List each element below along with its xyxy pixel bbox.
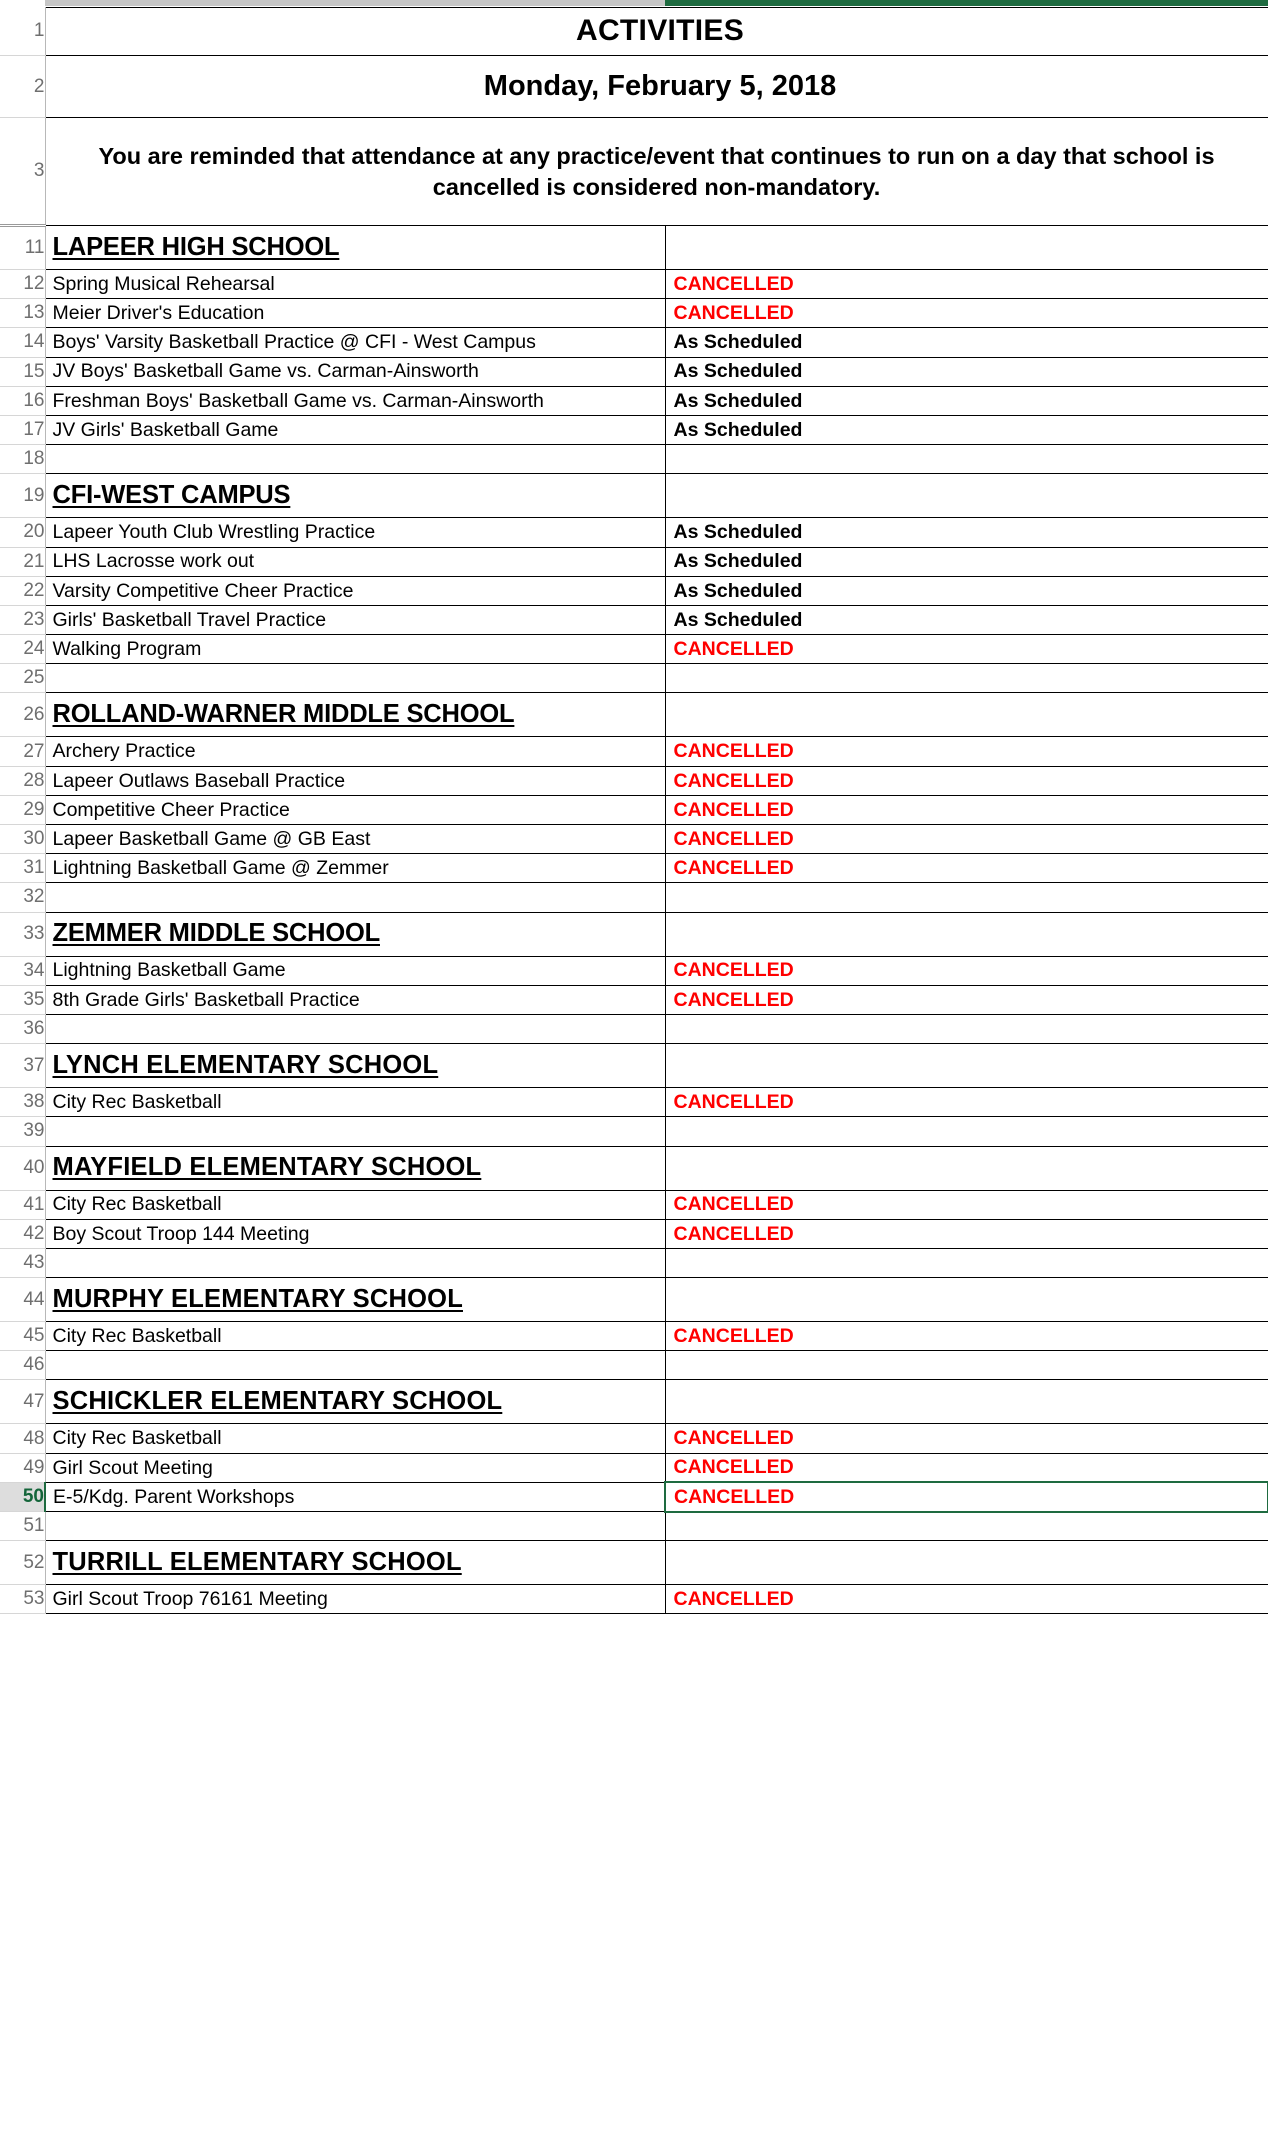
school-section-header-cell[interactable] [45,1146,665,1190]
table-row [0,1117,1268,1146]
activity-name-cell[interactable] [45,1453,665,1482]
activity-status-cell[interactable] [665,1453,1268,1482]
row-header-53[interactable]: 53 [0,1585,45,1614]
cell-text: Monday, February 5, 2018 [483,69,837,102]
table-row [0,299,1268,328]
school-name: TURRILL ELEMENTARY SCHOOL [52,1548,462,1577]
activity-name-cell[interactable] [45,1424,665,1453]
activity-name-cell[interactable] [45,1088,665,1117]
status-badge: As Scheduled [673,331,803,354]
row-header-43[interactable]: 43 [0,1248,45,1277]
activity-status-cell[interactable] [665,883,1268,912]
empty-cell[interactable] [45,664,665,693]
table-row [0,226,1268,270]
table-row [0,8,1268,56]
activity-name-cell[interactable] [45,1219,665,1248]
activity-name-cell[interactable] [45,825,665,854]
status-badge: As Scheduled [673,360,803,383]
row-header-36[interactable]: 36 [0,1014,45,1043]
activity-status-cell[interactable] [665,576,1268,605]
school-section-header-cell[interactable] [45,1044,665,1088]
empty-cell[interactable] [45,445,665,474]
table-row [0,547,1268,576]
status-badge: CANCELLED [673,637,794,660]
status-badge: CANCELLED [673,1091,794,1113]
activity-name: City Rec Basketball [52,1324,222,1347]
table-row [0,635,1268,664]
activity-name-cell[interactable] [45,1190,665,1219]
table-row [0,883,1268,912]
row-header-16[interactable]: 16 [0,386,45,415]
activity-name: Lapeer Basketball Game @ GB East [52,827,371,850]
activity-status-cell[interactable] [665,1117,1268,1146]
school-name: MAYFIELD ELEMENTARY SCHOOL [52,1153,482,1182]
activity-name: Girls' Basketball Travel Practice [52,608,327,631]
row-header-39[interactable]: 39 [0,1117,45,1146]
table-row [0,270,1268,299]
activity-status-cell[interactable] [665,1380,1268,1424]
table-row [0,474,1268,518]
status-badge: CANCELLED [673,1222,794,1245]
school-name: ZEMMER MIDDLE SCHOOL [52,919,380,948]
table-row [0,386,1268,415]
table-row [0,1248,1268,1277]
row-header-12[interactable]: 12 [0,270,45,299]
empty-cell[interactable] [45,1512,665,1541]
status-badge: CANCELLED [673,1324,794,1347]
activity-status-cell[interactable] [665,912,1268,956]
school-section-header-cell[interactable] [45,693,665,737]
row-header-26[interactable]: 26 [0,693,45,737]
table-row [0,1424,1268,1453]
table-row [0,445,1268,474]
activity-name-cell[interactable] [45,635,665,664]
empty-cell[interactable] [45,1248,665,1277]
row-header-33[interactable]: 33 [0,912,45,956]
row-header-52[interactable]: 52 [0,1541,45,1585]
status-badge: As Scheduled [673,418,803,441]
row-header-51[interactable]: 51 [0,1512,45,1541]
status-badge: CANCELLED [673,988,794,1011]
table-row [0,328,1268,357]
activity-status-cell[interactable] [665,415,1268,444]
activity-name-cell[interactable] [45,547,665,576]
activity-name: LHS Lacrosse work out [52,550,255,573]
activity-name: JV Boys' Basketball Game vs. Carman-Ainsworth [52,360,479,383]
school-name: LYNCH ELEMENTARY SCHOOL [52,1050,439,1079]
table-row [0,1014,1268,1043]
status-badge: As Scheduled [673,579,803,602]
cell-text: You are reminded that attendance at any practice/event that continues to run on a day that school is cancelled is considered non-mandatory. [98,143,1215,200]
activity-status-cell[interactable] [665,386,1268,415]
activity-name: Boy Scout Troop 144 Meeting [52,1222,310,1245]
page-title [45,8,1268,56]
activity-status-cell[interactable] [665,270,1268,299]
row-header-44[interactable]: 44 [0,1278,45,1322]
status-badge: As Scheduled [673,608,803,631]
status-badge: As Scheduled [673,550,803,573]
activity-name-cell[interactable] [45,270,665,299]
row-header-18[interactable]: 18 [0,445,45,474]
empty-cell[interactable] [45,883,665,912]
row-header-42[interactable]: 42 [0,1219,45,1248]
school-name: ROLLAND-WARNER MIDDLE SCHOOL [52,700,515,729]
activity-name-cell[interactable] [45,415,665,444]
activity-status-cell[interactable] [665,518,1268,547]
row-header-21[interactable]: 21 [0,547,45,576]
activity-status-cell[interactable] [665,299,1268,328]
activity-name-cell[interactable] [45,605,665,634]
table-row [0,1088,1268,1117]
activity-name-cell[interactable] [45,795,665,824]
table-row [0,985,1268,1014]
row-header-19[interactable]: 19 [0,474,45,518]
activity-status-cell[interactable] [665,1541,1268,1585]
table-row [0,912,1268,956]
activity-name: City Rec Basketball [52,1091,222,1113]
table-row [0,1044,1268,1088]
activity-name-cell[interactable] [45,299,665,328]
row-header-23[interactable]: 23 [0,605,45,634]
table-row [0,825,1268,854]
row-header-15[interactable]: 15 [0,357,45,386]
status-badge: CANCELLED [673,798,794,821]
table-row [0,1146,1268,1190]
table-row [0,766,1268,795]
activity-name: Archery Practice [52,740,196,763]
row-header-48[interactable]: 48 [0,1424,45,1453]
table-body [0,8,1268,1614]
activity-status-cell[interactable] [665,1088,1268,1117]
activity-status-cell[interactable] [665,605,1268,634]
status-badge: As Scheduled [673,389,803,412]
school-name: MURPHY ELEMENTARY SCHOOL [52,1284,463,1313]
activity-name: City Rec Basketball [52,1427,222,1450]
table-row [0,1380,1268,1424]
row-header-22[interactable]: 22 [0,576,45,605]
status-badge: CANCELLED [673,959,794,982]
table-row [0,1541,1268,1585]
status-badge: CANCELLED [673,857,794,880]
row-header-24[interactable]: 24 [0,635,45,664]
status-badge: CANCELLED [673,302,794,325]
table-row [0,415,1268,444]
row-header-45[interactable]: 45 [0,1322,45,1351]
table-row [0,854,1268,883]
school-section-header-cell[interactable] [45,1380,665,1424]
table-row [0,118,1268,226]
activity-name-cell[interactable] [45,985,665,1014]
table-row [0,576,1268,605]
table-row [0,1219,1268,1248]
activity-name: Girl Scout Troop 76161 Meeting [52,1588,328,1611]
school-name: SCHICKLER ELEMENTARY SCHOOL [52,1387,503,1416]
cell-text: ACTIVITIES [576,14,745,48]
activity-name: Lightning Basketball Game @ Zemmer [52,857,389,880]
activity-name: E-5/Kdg. Parent Workshops [53,1485,295,1508]
row-header-2[interactable]: 2 [0,56,45,118]
row-header-47[interactable]: 47 [0,1380,45,1424]
school-section-header-cell[interactable] [45,474,665,518]
school-section-header-cell[interactable] [45,226,665,270]
status-badge: As Scheduled [673,521,803,544]
status-badge: CANCELLED [673,1193,794,1216]
row-header-28[interactable]: 28 [0,766,45,795]
activity-status-cell[interactable] [665,357,1268,386]
row-header-14[interactable]: 14 [0,328,45,357]
activity-status-cell[interactable] [665,1322,1268,1351]
table-row [0,56,1268,118]
activity-status-cell[interactable] [665,1014,1268,1043]
activity-status-cell[interactable] [665,1190,1268,1219]
activity-status-cell[interactable] [665,1512,1268,1541]
activity-name-cell[interactable] [45,1585,665,1614]
row-header-29[interactable]: 29 [0,795,45,824]
activity-name-cell[interactable] [45,386,665,415]
activity-status-cell[interactable] [665,1424,1268,1453]
row-header-20[interactable]: 20 [0,518,45,547]
status-badge: CANCELLED [673,740,794,763]
school-name: LAPEER HIGH SCHOOL [52,232,340,261]
school-section-header-cell[interactable] [45,912,665,956]
activity-status-cell[interactable] [665,226,1268,270]
activity-status-cell[interactable] [665,825,1268,854]
table-row [0,1512,1268,1541]
table-row [0,1482,1268,1511]
activity-status-cell[interactable] [665,445,1268,474]
row-header-31[interactable]: 31 [0,854,45,883]
activity-name-cell[interactable] [45,576,665,605]
activity-status-cell[interactable] [665,1278,1268,1322]
row-header-41[interactable]: 41 [0,1190,45,1219]
status-badge: CANCELLED [673,1456,794,1479]
activity-name: Boys' Varsity Basketball Practice @ CFI - West Campus [52,331,536,354]
table-row [0,737,1268,766]
row-header-30[interactable]: 30 [0,825,45,854]
activity-status-cell[interactable] [665,1585,1268,1614]
attendance-notice [45,118,1268,226]
table-row [0,795,1268,824]
selected-status-cell[interactable] [665,1482,1268,1511]
activity-status-cell[interactable] [665,328,1268,357]
empty-cell[interactable] [45,1117,665,1146]
activity-name: JV Girls' Basketball Game [52,418,279,441]
activity-name-cell[interactable] [45,328,665,357]
table-row [0,1278,1268,1322]
table-row [0,956,1268,985]
table-row [0,605,1268,634]
row-header-40[interactable]: 40 [0,1146,45,1190]
activity-name: City Rec Basketball [52,1193,222,1216]
activity-name-cell[interactable] [45,854,665,883]
row-header-13[interactable]: 13 [0,299,45,328]
table-row [0,693,1268,737]
activity-status-cell[interactable] [665,635,1268,664]
school-section-header-cell[interactable] [45,1541,665,1585]
activity-name-cell[interactable] [45,737,665,766]
activity-name: Lapeer Outlaws Baseball Practice [52,769,346,792]
activity-status-cell[interactable] [665,664,1268,693]
activity-name: 8th Grade Girls' Basketball Practice [52,988,360,1011]
activity-status-cell[interactable] [665,985,1268,1014]
status-badge: CANCELLED [673,1588,794,1611]
table-row [0,1351,1268,1380]
row-header-32[interactable]: 32 [0,883,45,912]
row-header-34[interactable]: 34 [0,956,45,985]
row-header-49[interactable]: 49 [0,1453,45,1482]
activity-status-cell[interactable] [665,956,1268,985]
activity-status-cell[interactable] [665,474,1268,518]
activity-name: Walking Program [52,637,202,660]
table-row [0,1190,1268,1219]
status-badge: CANCELLED [673,769,794,792]
row-header-50[interactable]: 50 [0,1482,45,1511]
activity-name: Lightning Basketball Game [52,959,286,982]
activity-status-cell[interactable] [665,1146,1268,1190]
activity-status-cell[interactable] [665,1351,1268,1380]
activity-name-cell[interactable] [45,766,665,795]
activity-name: Spring Musical Rehearsal [52,272,275,295]
activity-name: Meier Driver's Education [52,302,265,325]
row-header-27[interactable]: 27 [0,737,45,766]
spreadsheet-grid [0,7,1268,1614]
school-section-header-cell[interactable] [45,1278,665,1322]
activity-name: Girl Scout Meeting [52,1456,213,1479]
row-header-35[interactable]: 35 [0,985,45,1014]
column-header-strip-gray [45,0,665,6]
row-header-11[interactable]: 11 [0,226,45,270]
activity-name: Varsity Competitive Cheer Practice [52,579,354,602]
activity-name: Lapeer Youth Club Wrestling Practice [52,521,376,544]
table-row [0,664,1268,693]
activity-status-cell[interactable] [665,737,1268,766]
row-header-46[interactable]: 46 [0,1351,45,1380]
status-badge: CANCELLED [673,1427,794,1450]
activity-status-cell[interactable] [665,795,1268,824]
row-header-37[interactable]: 37 [0,1044,45,1088]
empty-cell[interactable] [45,1351,665,1380]
status-badge: CANCELLED [674,1485,795,1508]
row-header-17[interactable]: 17 [0,415,45,444]
row-header-3[interactable]: 3 [0,118,45,226]
activity-status-cell[interactable] [665,1044,1268,1088]
activity-status-cell[interactable] [665,547,1268,576]
table-row [0,1453,1268,1482]
activity-name-cell[interactable] [45,1482,665,1511]
table-row [0,518,1268,547]
table-row [0,357,1268,386]
page-date [45,56,1268,118]
school-name: CFI-WEST CAMPUS [52,481,291,510]
activity-status-cell[interactable] [665,693,1268,737]
status-badge: CANCELLED [673,272,794,295]
row-header-38[interactable]: 38 [0,1088,45,1117]
activity-status-cell[interactable] [665,1219,1268,1248]
activity-status-cell[interactable] [665,854,1268,883]
activity-name-cell[interactable] [45,357,665,386]
activities-table [0,7,1268,1614]
row-header-1[interactable]: 1 [0,8,45,56]
activity-status-cell[interactable] [665,1248,1268,1277]
table-row [0,1322,1268,1351]
activity-name-cell[interactable] [45,1322,665,1351]
status-badge: CANCELLED [673,827,794,850]
activity-name: Competitive Cheer Practice [52,798,290,821]
row-header-25[interactable]: 25 [0,664,45,693]
empty-cell[interactable] [45,1014,665,1043]
activity-name: Freshman Boys' Basketball Game vs. Carman-Ainsworth [52,389,544,412]
activity-status-cell[interactable] [665,766,1268,795]
activity-name-cell[interactable] [45,956,665,985]
spreadsheet-top-chrome [0,0,1268,7]
column-header-strip-selected [665,0,1268,6]
activity-name-cell[interactable] [45,518,665,547]
table-row [0,1585,1268,1614]
